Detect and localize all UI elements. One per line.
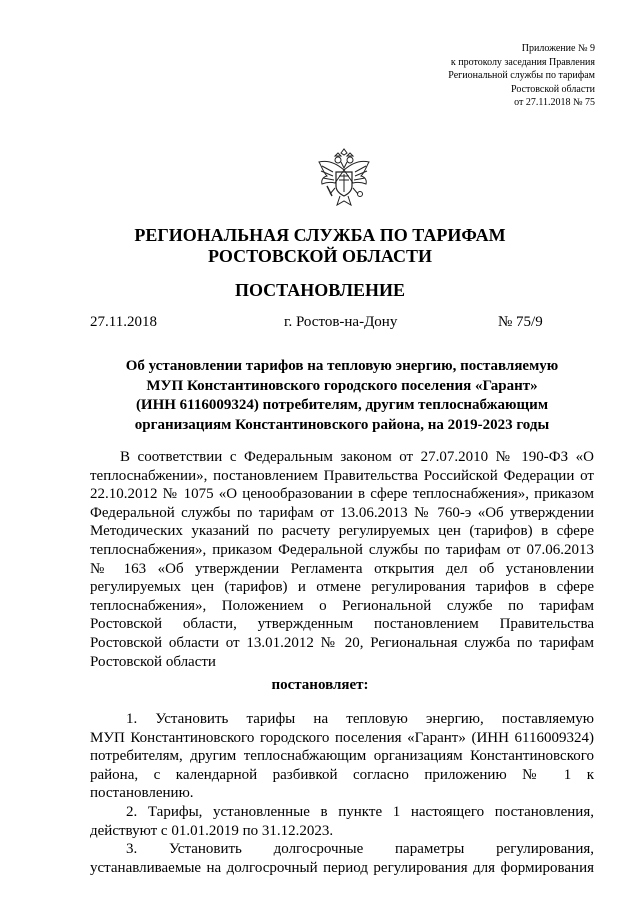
subject-line: организациям Константиновского района, на 2019-2023 годы [134, 416, 550, 433]
paragraph-line: теплоснабжения», Положением о Региональной службе по тарифам [90, 597, 594, 614]
organization-region: РОСТОВСКОЙ ОБЛАСТИ [208, 246, 432, 266]
paragraph-line: Методических указаний по расчету регулируемых цен (тарифов) в сфере [90, 523, 594, 540]
appendix-line: Ростовской области [511, 83, 595, 95]
paragraph-line: Федеральной службы по тарифам от 13.06.2013 № 760-э «Об утверждении [90, 504, 594, 521]
appendix-line: от 27.11.2018 № 75 [514, 97, 595, 108]
item-line: постановлению. [90, 785, 194, 802]
organization-name: РЕГИОНАЛЬНАЯ СЛУЖБА ПО ТАРИФАМ [134, 225, 506, 245]
decree-subject [90, 357, 594, 435]
item-line: 1. Установить тарифы на тепловую энергию, поставляемую [126, 711, 594, 727]
appendix-line: Региональной службы по тарифам [448, 70, 595, 81]
document-type: ПОСТАНОВЛЕНИЕ [234, 280, 406, 300]
paragraph-line: № 163 «Об утверждении Регламента открытия дел об установлении [90, 560, 594, 577]
decree-city: г. Ростов-на-Дону [284, 314, 398, 330]
item-line: МУП Константиновского городского поселения «Гарант» (ИНН 6116009324) [90, 729, 594, 746]
subject-line: Об установлении тарифов на тепловую энергию, поставляемую [125, 358, 559, 374]
decree-number: № 75/9 [498, 314, 543, 330]
item-line: 2. Тарифы, установленные в пункте 1 настоящего постановления, [126, 803, 594, 820]
paragraph-line: Ростовской области, утвержденным постановлением Правительства [90, 616, 594, 633]
resolves-heading: постановляет: [271, 677, 369, 693]
item-line: потребителям, другим теплоснабжающим организациям Константиновского [90, 748, 594, 765]
paragraph-line: В соответствии с Федеральным законом от 27.07.2010 № 190-ФЗ «О [120, 449, 594, 465]
paragraph-line: Ростовской области от 13.01.2012 № 20, Региональная служба по тарифам [90, 634, 594, 651]
legal-basis-paragraph [90, 448, 594, 671]
appendix-line: к протоколу заседания Правления [450, 56, 595, 68]
resolution-items [90, 710, 594, 877]
item-line: района, с календарной разбивкой согласно приложению № 1 к [90, 766, 594, 783]
appendix-line: Приложение № 9 [521, 43, 595, 54]
item-line: устанавливаемые на долгосрочный период регулирования для формирования [90, 859, 594, 876]
coat-of-arms-icon [313, 148, 375, 210]
paragraph-line: регулируемых цен (тарифов) и отмене регулирования тарифов в сфере [90, 579, 594, 596]
subject-line: (ИНН 6116009324) потребителям, другим теплоснабжающим [135, 397, 549, 413]
subject-line: МУП Константиновского городского поселения «Гарант» [146, 377, 538, 394]
decree-date: 27.11.2018 [90, 314, 157, 330]
item-line: действуют с 01.01.2019 по 31.12.2023. [90, 822, 334, 839]
appendix-note [335, 42, 595, 110]
paragraph-line: 22.10.2012 № 1075 «О ценообразовании в сфере теплоснабжения», приказом [90, 486, 594, 503]
paragraph-line: теплоснабжении», постановлением Правительства Российской Федерации от [90, 467, 594, 484]
paragraph-line: теплоснабжения», приказом Федеральной службы по тарифам от 07.06.2013 [90, 541, 594, 558]
paragraph-line: Ростовской области [90, 653, 216, 670]
item-line: 3. Установить долгосрочные параметры регулирования, [126, 841, 594, 858]
